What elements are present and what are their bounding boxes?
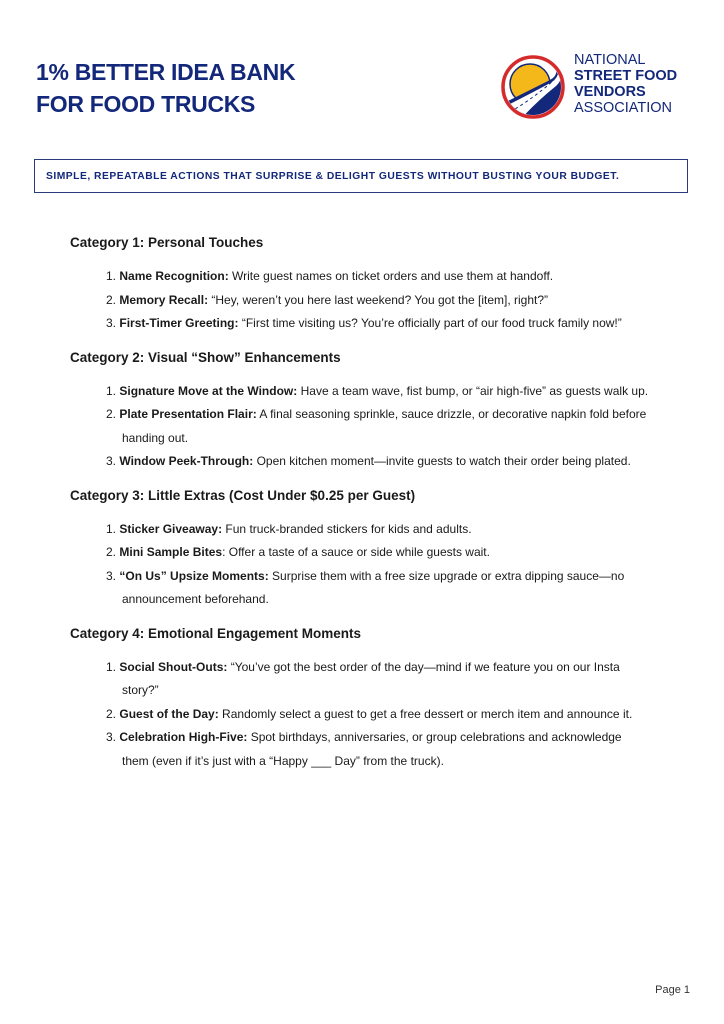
page-title xyxy=(36,56,295,120)
list-item xyxy=(70,289,650,313)
item-text: Open kitchen moment—invite guests to watch their order being plated. xyxy=(253,454,631,468)
item-number: 3. xyxy=(106,568,117,583)
list-item xyxy=(70,403,650,450)
item-text: A final seasoning sprinkle, sauce drizzle, or decorative napkin fold before handing out. xyxy=(122,407,647,445)
idea-items xyxy=(70,380,650,474)
item-label: First-Timer Greeting: xyxy=(119,316,239,330)
category-heading: Category 3: Little Extras (Cost Under $0.25 per Guest) xyxy=(70,487,416,503)
list-item xyxy=(70,450,650,474)
item-number: 3. xyxy=(106,730,117,744)
item-text: “First time visiting us? You’re officially part of our food truck family now!” xyxy=(238,316,622,330)
item-number: 1. xyxy=(106,383,117,398)
item-label: Memory Recall: xyxy=(119,292,209,307)
category-section xyxy=(70,348,650,474)
item-number: 1. xyxy=(106,659,117,674)
list-item xyxy=(70,656,650,703)
item-text: “You’ve got the best order of the day—mind if we feature you on our Insta story?” xyxy=(122,659,620,697)
logo-line-4: ASSOCIATION xyxy=(574,100,673,116)
category-section xyxy=(70,624,650,774)
category-section xyxy=(70,233,650,336)
item-text: Write guest names on ticket orders and use them at handoff. xyxy=(228,269,554,283)
item-label: Signature Move at the Window: xyxy=(119,383,298,398)
item-text: : Offer a taste of a sauce or side while guests wait. xyxy=(222,545,490,559)
item-number: 1. xyxy=(106,521,117,536)
idea-items xyxy=(70,265,650,336)
item-number: 1. xyxy=(106,269,117,283)
item-number: 3. xyxy=(106,316,117,330)
item-number: 2. xyxy=(106,545,117,559)
list-item xyxy=(70,312,650,336)
item-text: Randomly select a guest to get a free dessert or merch item and announce it. xyxy=(218,706,633,721)
item-label: Mini Sample Bites xyxy=(119,545,223,559)
title-line-2: FOR FOOD TRUCKS xyxy=(36,91,256,117)
title-line-1: 1% BETTER IDEA BANK xyxy=(36,59,296,85)
nsfva-logo xyxy=(500,52,700,124)
item-text: Fun truck-branded stickers for kids and adults. xyxy=(222,521,472,536)
item-label: Sticker Giveaway: xyxy=(119,521,223,536)
item-text: Surprise them with a free size upgrade or extra dipping sauce—no announcement beforehand. xyxy=(122,568,625,606)
item-label: Name Recognition: xyxy=(119,269,229,283)
item-number: 2. xyxy=(106,706,117,721)
list-item xyxy=(70,565,650,612)
category-heading: Category 2: Visual “Show” Enhancements xyxy=(70,349,341,365)
item-number: 2. xyxy=(106,407,117,421)
idea-items xyxy=(70,518,650,612)
item-label: Window Peek-Through: xyxy=(119,454,254,468)
item-text: Have a team wave, fist bump, or “air high-five” as guests walk up. xyxy=(297,383,649,398)
list-item xyxy=(70,703,650,727)
tagline-text: SIMPLE, REPEATABLE ACTIONS THAT SURPRISE & DELIGHT GUESTS WITHOUT BUSTING YOUR BUDGET. xyxy=(46,170,620,182)
logo-line-2: STREET FOOD xyxy=(574,68,678,84)
item-text: Spot birthdays, anniversaries, or group celebrations and acknowledge them (even if it’s just with a “Happy ___ Day” from the truck). xyxy=(122,730,622,768)
list-item xyxy=(70,541,650,565)
item-number: 2. xyxy=(106,292,117,307)
list-item xyxy=(70,265,650,289)
category-heading: Category 1: Personal Touches xyxy=(70,235,264,250)
category-heading: Category 4: Emotional Engagement Moments xyxy=(70,625,362,641)
item-label: Social Shout-Outs: xyxy=(119,659,228,674)
tagline-banner xyxy=(34,159,688,193)
list-item xyxy=(70,518,650,542)
idea-list xyxy=(70,233,650,785)
item-text: “Hey, weren’t you here last weekend? You got the [item], right?” xyxy=(208,292,549,307)
item-label: “On Us” Upsize Moments: xyxy=(119,568,269,583)
category-section xyxy=(70,486,650,612)
list-item xyxy=(70,380,650,404)
logo-line-1: NATIONAL xyxy=(574,52,646,68)
idea-items xyxy=(70,656,650,774)
item-label: Plate Presentation Flair: xyxy=(119,407,257,421)
item-label: Celebration High-Five: xyxy=(119,730,248,744)
item-number: 3. xyxy=(106,454,117,468)
logo-line-3: VENDORS xyxy=(574,84,646,100)
item-label: Guest of the Day: xyxy=(119,706,219,721)
list-item xyxy=(70,726,650,773)
logo-emblem-icon xyxy=(500,54,566,120)
logo-wordmark xyxy=(574,52,677,116)
page-number: Page 1 xyxy=(655,984,690,996)
